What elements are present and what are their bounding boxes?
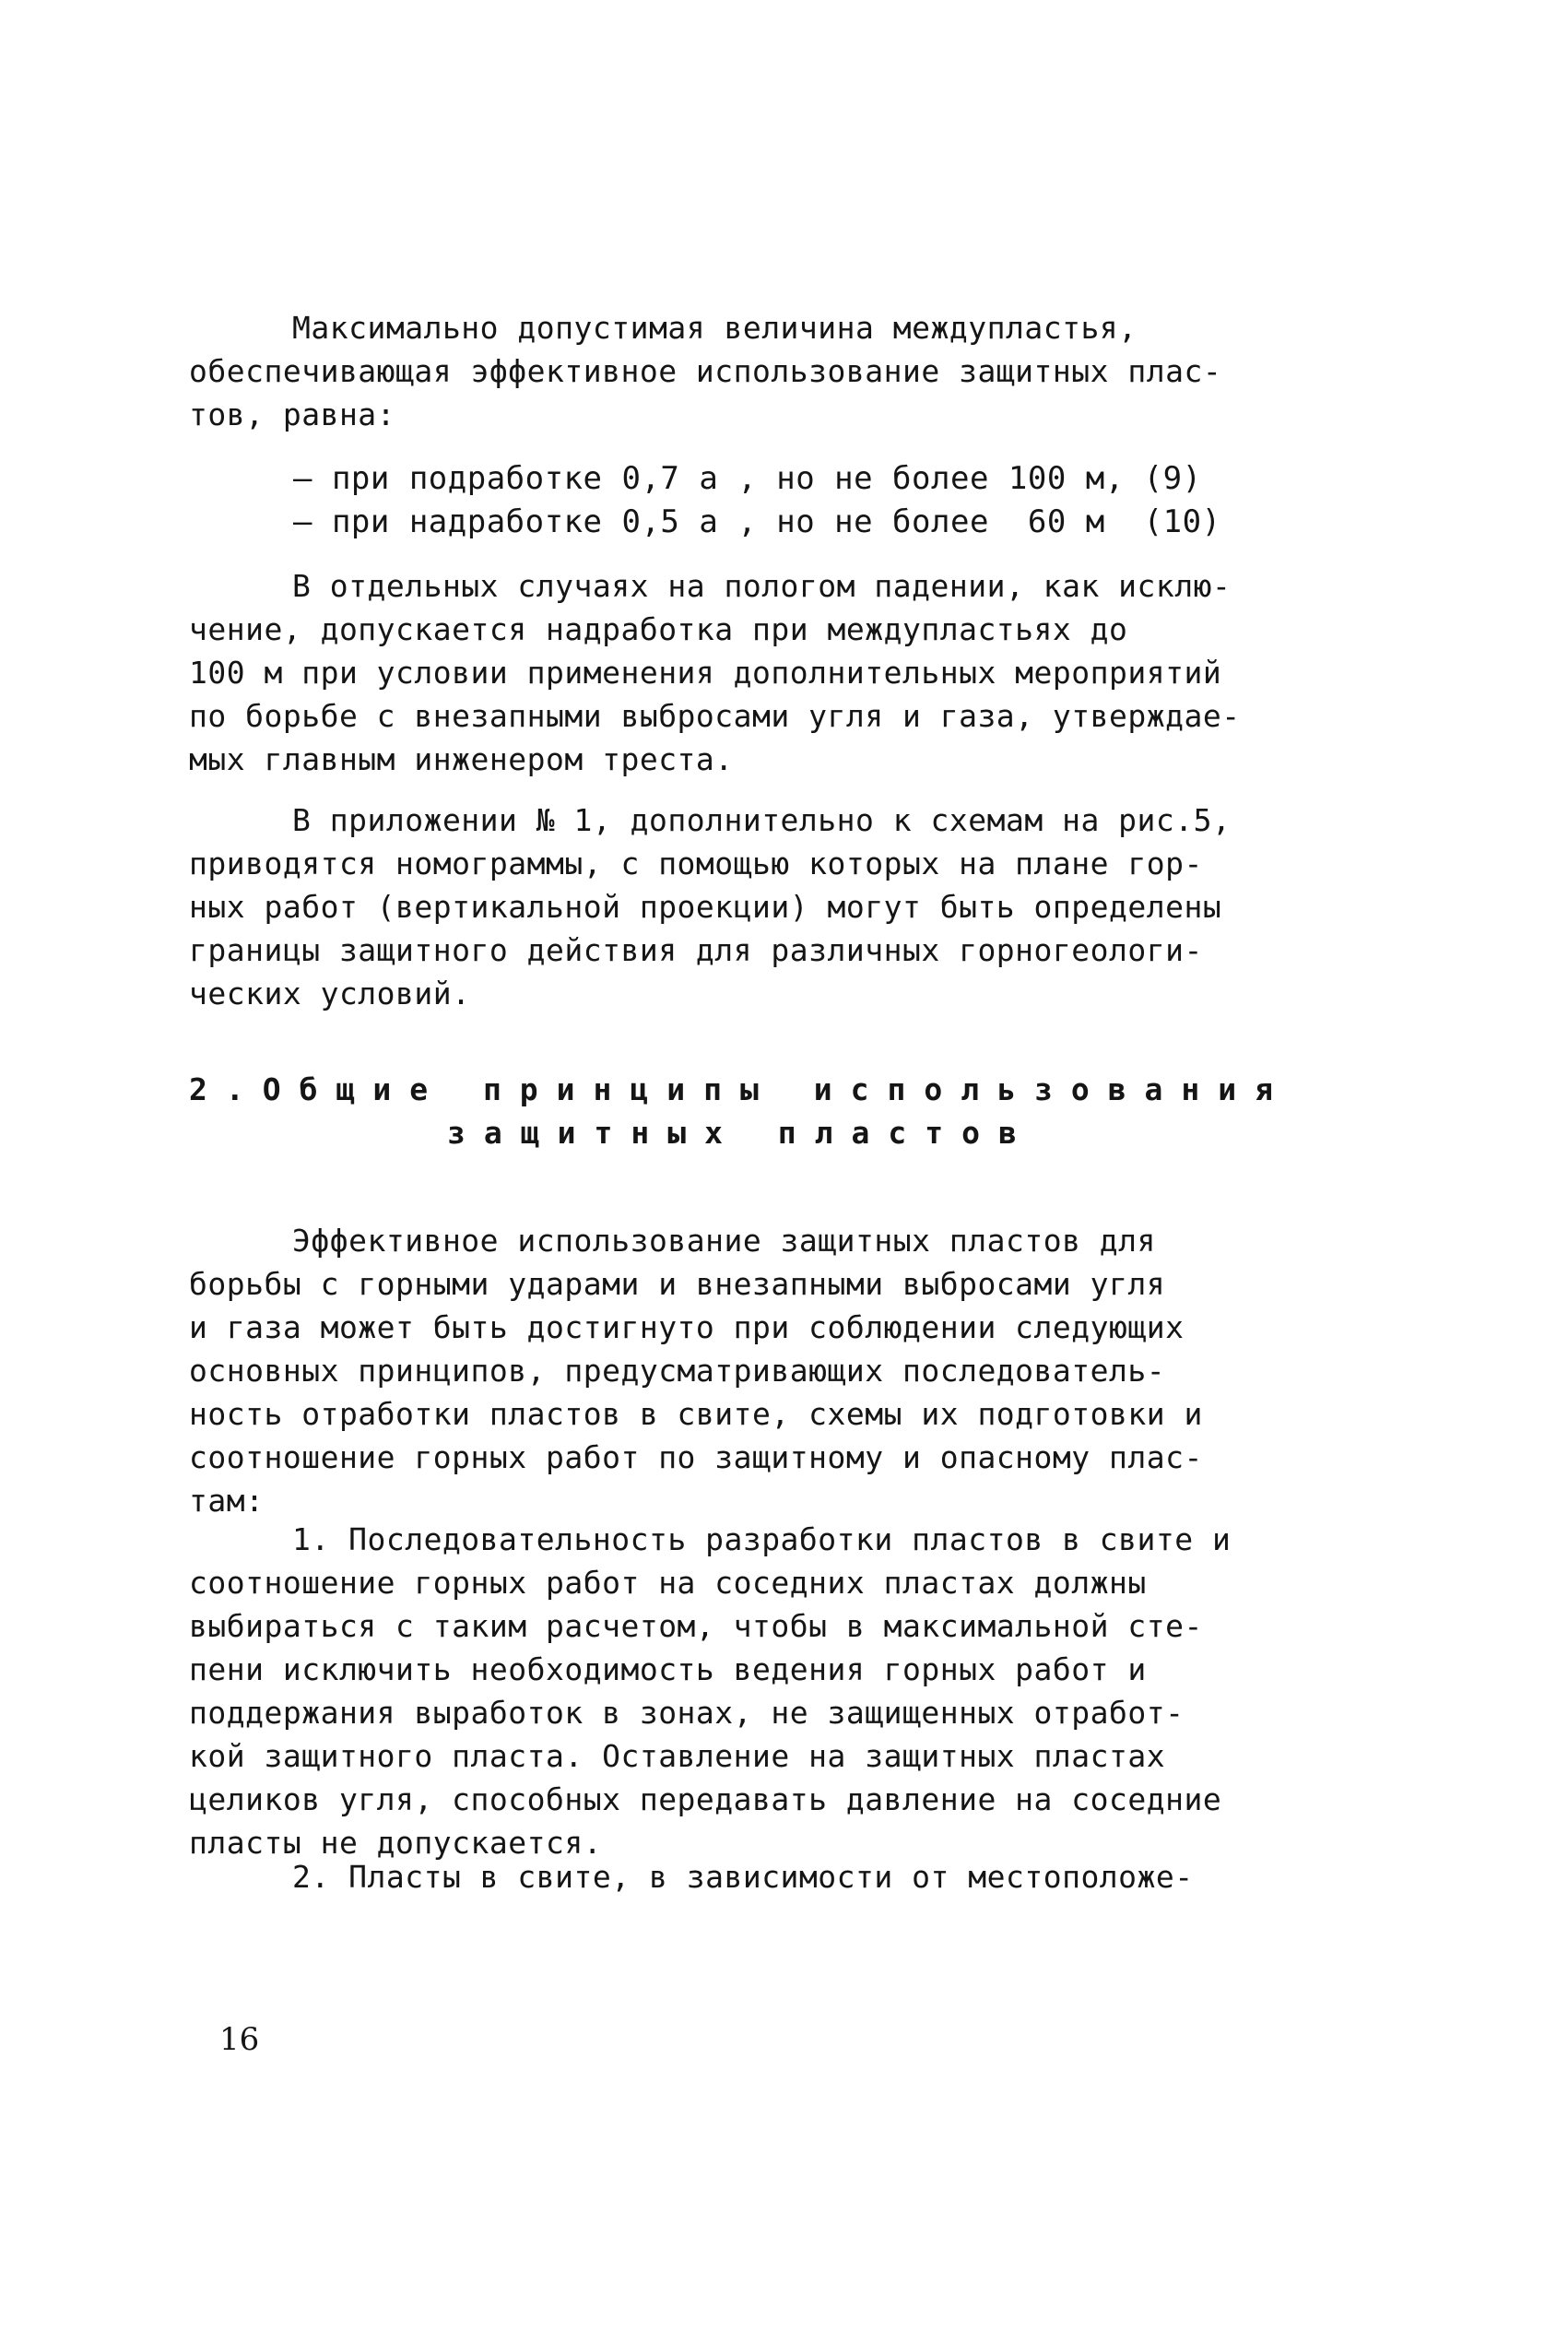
- paragraph-principle-2: [189, 1855, 1397, 1898]
- formula-line-9: – при подработке 0,7 a , но не более 100 м, (9): [293, 460, 1202, 497]
- formula-line-10: – при надработке 0,5 a , но не более 60 м (10): [293, 503, 1221, 540]
- text-line: соотношение горных работ на соседних пластах должны: [189, 1565, 1147, 1601]
- text-line: основных принципов, предусматривающих последователь-: [189, 1353, 1166, 1389]
- text-line: В приложении № 1, дополнительно к схемам на рис.5,: [292, 802, 1232, 838]
- text-line: Эффективное использование защитных пластов для: [292, 1223, 1156, 1259]
- text-line: ных работ (вертикальной проекции) могут быть определены: [189, 889, 1222, 925]
- text-line: 1. Последовательность разработки пластов в свите и: [292, 1521, 1232, 1557]
- formula-block: [293, 457, 1353, 544]
- text-line: ность отработки пластов в свите, схемы их подготовки и: [189, 1396, 1203, 1432]
- text-line: Максимально допустимая величина междупластья,: [292, 310, 1138, 346]
- text-line: тов, равна:: [189, 396, 396, 432]
- text-line: борьбы с горными ударами и внезапными выбросами угля: [189, 1266, 1166, 1302]
- text-line: границы защитного действия для различных горногеологи-: [189, 932, 1203, 968]
- text-line: ческих условий.: [189, 976, 471, 1011]
- paragraph-exceptions: [189, 564, 1397, 781]
- paragraph-appendix: [189, 798, 1397, 1015]
- text-line: В отдельных случаях на пологом падении, как исклю-: [292, 568, 1232, 604]
- text-line: соотношение горных работ по защитному и опасному плас-: [189, 1439, 1203, 1475]
- text-line: выбираться с таким расчетом, чтобы в максимальной сте-: [189, 1608, 1203, 1644]
- paragraph-principle-1: [189, 1518, 1397, 1864]
- text-line: поддержания выработок в зонах, не защищенных отработ-: [189, 1695, 1185, 1731]
- text-line: 2. Пласты в свите, в зависимости от местоположе-: [292, 1859, 1194, 1895]
- text-line: чение, допускается надработка при междупластьях до: [189, 611, 1128, 647]
- text-line: 100 м при условии применения дополнительных мероприятий: [189, 655, 1222, 691]
- text-line: мых главным инженером треста.: [189, 741, 734, 777]
- text-line: и газа может быть достигнуто при соблюдении следующих: [189, 1309, 1185, 1345]
- text-line: пени исключить необходимость ведения горных работ и: [189, 1651, 1147, 1687]
- text-line: пласты не допускается.: [189, 1825, 603, 1861]
- page-number: 16: [219, 2021, 260, 2058]
- heading-line-2: защитных пластов: [447, 1115, 1035, 1151]
- text-line: по борьбе с внезапными выбросами угля и газа, утверждае-: [189, 698, 1241, 734]
- text-line: обеспечивающая эффективное использование защитных плас-: [189, 353, 1222, 389]
- text-line: там:: [189, 1483, 265, 1519]
- section-heading: [189, 1068, 1397, 1154]
- paragraph-max-interlayer: [189, 306, 1397, 436]
- text-line: кой защитного пласта. Оставление на защитных пластах: [189, 1738, 1166, 1774]
- text-line: приводятся номограммы, с помощью которых на плане гор-: [189, 846, 1203, 881]
- heading-line-1: 2.Общие принципы использования: [189, 1071, 1292, 1107]
- paragraph-principles-intro: [189, 1219, 1397, 1522]
- text-line: целиков угля, способных передавать давление на соседние: [189, 1781, 1222, 1817]
